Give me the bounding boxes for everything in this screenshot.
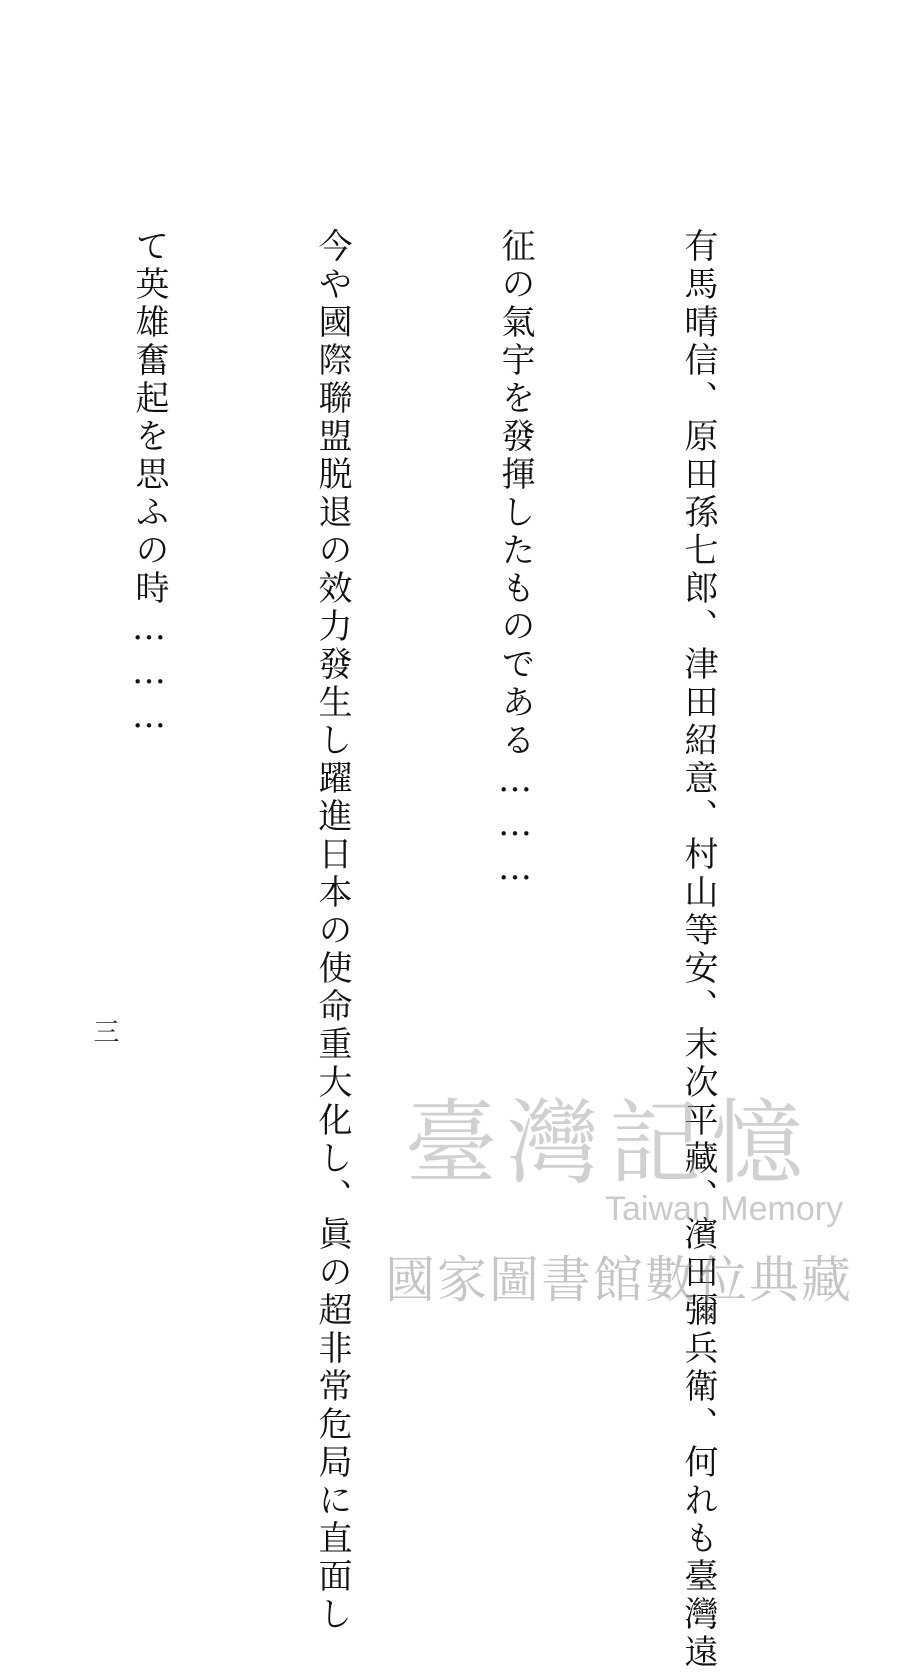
- text-line: 今や國際聯盟脱退の效力發生し躍進日本の使命重大化し、眞の超非常危局に直面し: [312, 228, 352, 1634]
- watermark-title: 臺灣記憶: [405, 1090, 814, 1197]
- text-line: て英雄奮起を思ふの時………: [129, 228, 169, 740]
- page-number: 三: [89, 1018, 119, 1044]
- watermark-english: Taiwan Memory: [605, 1190, 844, 1228]
- watermark-library: 國家圖書館數位典藏: [385, 1251, 853, 1309]
- text-line: 征の氣宇を發揮したものである………: [495, 228, 535, 892]
- text-line: 有馬晴信、原田孫七郎、津田紹意、村山等安、末次平藏、濱田彌兵衛、何れも臺灣遠: [678, 228, 718, 1672]
- vertical-text-block: [0, 228, 850, 1672]
